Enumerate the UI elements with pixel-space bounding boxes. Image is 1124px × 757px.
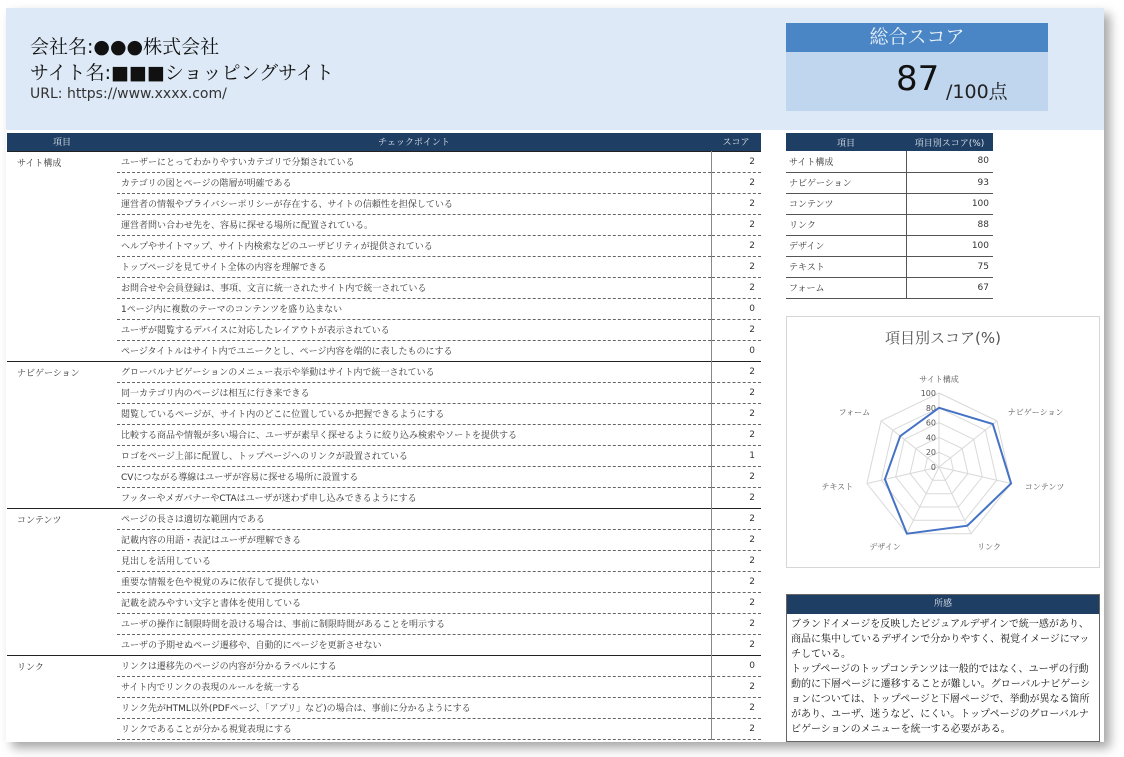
table-row — [7, 655, 761, 676]
checkpoint-text: ユーザが閲覧するデバイスに対応したレイアウトが表示されている — [117, 319, 711, 340]
table-row — [7, 256, 761, 277]
table-row — [786, 214, 993, 235]
checkpoint-text: お問合せや会員登録は、事項、文言に統一されたサイト内で統一されている — [117, 277, 711, 298]
checkpoint-text: ページの長さは適切な範囲内である — [117, 508, 711, 529]
table-row — [7, 214, 761, 235]
table-row — [7, 466, 761, 487]
col-header-score: スコア — [711, 133, 761, 151]
checkpoint-text: グローバルナビゲーションのメニュー表示や挙動はサイト内で統一されている — [117, 361, 711, 382]
checkpoint-score: 2 — [711, 382, 761, 403]
table-row — [7, 151, 761, 172]
checkpoint-text: リンクは遷移先のページの内容が分かるラベルにする — [117, 655, 711, 676]
comment-box — [786, 594, 1100, 742]
checkpoint-text: 重要な情報を色や視覚のみに依存して提供しない — [117, 571, 711, 592]
radar-axis-spoke — [907, 467, 939, 534]
comment-header: 所感 — [787, 595, 1099, 614]
table-row — [7, 571, 761, 592]
table-row — [786, 172, 993, 193]
radar-category-label: テキスト — [821, 482, 854, 492]
col-header-item: 項目 — [7, 133, 117, 151]
radar-tick-label: 0 — [930, 463, 936, 472]
table-row — [786, 151, 993, 172]
checkpoint-text: 閲覧しているページが、サイト内のどこに位置しているか把握できるようにする — [117, 403, 711, 424]
checkpoint-score: 2 — [711, 487, 761, 508]
radar-category-label: デザイン — [869, 542, 901, 552]
checkpoint-text: トップページを見てサイト全体の内容を理解できる — [117, 256, 711, 277]
category-label: フォーム — [786, 277, 906, 298]
checkpoint-text: ページタイトルはサイト内でユニークとし、ページ内容を端的に表したものにする — [117, 340, 711, 361]
checkpoint-text: 記載内容の用語・表記はユーザが理解できる — [117, 529, 711, 550]
checkpoint-text: リンクであることが分かる視覚表現にする — [117, 718, 711, 739]
table-row — [7, 403, 761, 424]
checkpoint-text: 同一カテゴリ内のページは相互に行き来できる — [117, 382, 711, 403]
checkpoint-score: 2 — [711, 424, 761, 445]
checkpoint-score: 2 — [711, 718, 761, 739]
table-row — [7, 382, 761, 403]
checkpoint-score: 2 — [711, 634, 761, 655]
checkpoint-text: フッターやメガバナーやCTAはユーザが迷わず申し込みできるようにする — [117, 487, 711, 508]
checkpoint-text: 比較する商品や情報が多い場合に、ユーザが素早く探せるように絞り込み検索やソートを提供する — [117, 424, 711, 445]
checkpoint-score: 2 — [711, 529, 761, 550]
radar-tick-label: 20 — [925, 448, 936, 458]
checkpoint-score: 2 — [711, 277, 761, 298]
checkpoint-score: 2 — [711, 592, 761, 613]
checkpoint-score: 2 — [711, 697, 761, 718]
checkpoint-text: カテゴリの図とページの階層が明確である — [117, 172, 711, 193]
checkpoint-score: 2 — [711, 571, 761, 592]
radar-tick-label: 40 — [925, 433, 936, 443]
checkpoint-table — [7, 133, 761, 740]
site-url: URL: https://www.xxxx.com/ — [30, 86, 227, 102]
category-score: 75 — [906, 256, 993, 277]
checkpoint-text: ヘルプやサイトマップ、サイト内検索などのユーザビリティが提供されている — [117, 235, 711, 256]
category-score-body — [786, 151, 993, 298]
table-row — [7, 613, 761, 634]
checkpoint-score: 2 — [711, 613, 761, 634]
table-row — [7, 529, 761, 550]
comment-body — [787, 614, 1099, 740]
chart-title: 項目別スコア(%) — [885, 329, 1001, 347]
checkpoint-text: ロゴをページ上部に配置し、トップページへのリンクが設置されている — [117, 445, 711, 466]
table-row — [7, 634, 761, 655]
report-sheet — [6, 8, 1104, 742]
checkpoint-score: 2 — [711, 403, 761, 424]
radar-tick-label: 60 — [925, 418, 936, 428]
category-score: 93 — [906, 172, 993, 193]
cat-col-header-score: 項目別スコア(%) — [906, 133, 993, 151]
checkpoint-text: 1ページ内に複数のテーマのコンテンツを盛り込まない — [117, 298, 711, 319]
category-score-table — [786, 133, 993, 299]
checkpoint-text: CVにつながる導線はユーザが容易に探せる場所に設置する — [117, 466, 711, 487]
table-row — [7, 445, 761, 466]
checkpoint-score: 0 — [711, 298, 761, 319]
comment-paragraph: トップページのトップコンテンツは一般的ではなく、ユーザの行動動的に下層ページに遷移することが難しい。グローバルナビゲーションについては、トップページと下層ページで、挙動が異なる箇所があり、ユーザ、迷うなど、にくい。トップページのグローバルナビゲーションのメニューを統一する必要がある。 — [791, 664, 1091, 735]
table-row — [7, 340, 761, 361]
category-label: リンク — [786, 214, 906, 235]
checkpoint-score: 2 — [711, 466, 761, 487]
total-score-value: 87 — [896, 59, 940, 99]
checkpoint-score: 2 — [711, 235, 761, 256]
checkpoint-score: 2 — [711, 256, 761, 277]
checkpoint-text: 運営者の情報やプライバシーポリシーが存在する、サイトの信頼性を担保している — [117, 193, 711, 214]
category-score: 100 — [906, 235, 993, 256]
category-label: テキスト — [786, 256, 906, 277]
checkpoint-table-body — [7, 151, 761, 739]
comment-paragraph: ブランドイメージを反映したビジュアルデザインで統一感があり、商品に集中しているデザインで分かりやすく、視覚イメージにマッチしている。 — [791, 619, 1090, 660]
checkpoint-score: 2 — [711, 676, 761, 697]
checkpoint-score: 2 — [711, 151, 761, 172]
checkpoint-text: ユーザーにとってわかりやすいカテゴリで分類されている — [117, 151, 711, 172]
table-row — [7, 277, 761, 298]
category-score: 88 — [906, 214, 993, 235]
table-row — [7, 235, 761, 256]
table-row — [7, 193, 761, 214]
cat-col-header-item: 項目 — [786, 133, 906, 151]
checkpoint-text: 見出しを活用している — [117, 550, 711, 571]
checkpoint-score: 0 — [711, 655, 761, 676]
total-score-label: 総合スコア — [786, 23, 1048, 52]
site-name: サイト名:■■■ショッピングサイト — [30, 62, 334, 84]
radar-category-label: サイト構成 — [919, 375, 959, 384]
total-score-box — [786, 23, 1048, 111]
radar-axis-spoke — [939, 467, 971, 534]
table-row — [7, 172, 761, 193]
checkpoint-text: ユーザの操作に制限時間を設ける場合は、事前に制限時間があることを明示する — [117, 613, 711, 634]
category-label: コンテンツ — [786, 193, 906, 214]
report-header — [6, 8, 1104, 130]
category-name: ナビゲーション — [7, 361, 117, 508]
table-row — [7, 697, 761, 718]
table-row — [7, 298, 761, 319]
checkpoint-score: 2 — [711, 193, 761, 214]
table-row — [7, 361, 761, 382]
checkpoint-score: 2 — [711, 172, 761, 193]
table-row — [7, 424, 761, 445]
table-row — [786, 235, 993, 256]
table-row — [7, 319, 761, 340]
checkpoint-text: リンク先がHTML以外(PDFページ、「アプリ」など)の場合は、事前に分かるようにする — [117, 697, 711, 718]
col-header-checkpoint: チェックポイント — [117, 133, 711, 151]
radar-chart-svg — [787, 317, 1099, 567]
category-label: ナビゲーション — [786, 172, 906, 193]
table-row — [786, 193, 993, 214]
category-name: リンク — [7, 655, 117, 739]
checkpoint-text: 運営者問い合わせ先を、容易に探せる場所に配置されている。 — [117, 214, 711, 235]
radar-category-label: コンテンツ — [1024, 482, 1065, 492]
total-score-unit: /100点 — [946, 81, 1008, 103]
radar-category-label: ナビゲーション — [1007, 408, 1064, 418]
table-row — [7, 508, 761, 529]
table-row — [786, 256, 993, 277]
radar-category-label: フォーム — [838, 408, 871, 418]
checkpoint-score: 1 — [711, 445, 761, 466]
checkpoint-score: 2 — [711, 550, 761, 571]
table-row — [7, 676, 761, 697]
checkpoint-score: 2 — [711, 508, 761, 529]
category-label: サイト構成 — [786, 151, 906, 172]
checkpoint-score: 0 — [711, 340, 761, 361]
category-score: 67 — [906, 277, 993, 298]
category-name: コンテンツ — [7, 508, 117, 655]
category-label: デザイン — [786, 235, 906, 256]
checkpoint-text: 記載を読みやすい文字と書体を使用している — [117, 592, 711, 613]
checkpoint-score: 2 — [711, 361, 761, 382]
radar-chart — [786, 316, 1100, 568]
table-row — [7, 718, 761, 739]
table-row — [7, 487, 761, 508]
checkpoint-text: サイト内でリンクの表現のルールを統一する — [117, 676, 711, 697]
checkpoint-text: ユーザの予期せぬページ遷移や、自動的にページを更新させない — [117, 634, 711, 655]
table-row — [786, 277, 993, 298]
radar-tick-label: 100 — [920, 389, 936, 398]
checkpoint-score: 2 — [711, 319, 761, 340]
radar-category-label: リンク — [977, 542, 1002, 552]
table-row — [7, 592, 761, 613]
radar-tick-label: 80 — [925, 403, 936, 413]
company-name: 会社名:●●●株式会社 — [30, 36, 220, 58]
table-row — [7, 550, 761, 571]
checkpoint-score: 2 — [711, 214, 761, 235]
category-score: 80 — [906, 151, 993, 172]
category-name: サイト構成 — [7, 151, 117, 361]
category-score: 100 — [906, 193, 993, 214]
